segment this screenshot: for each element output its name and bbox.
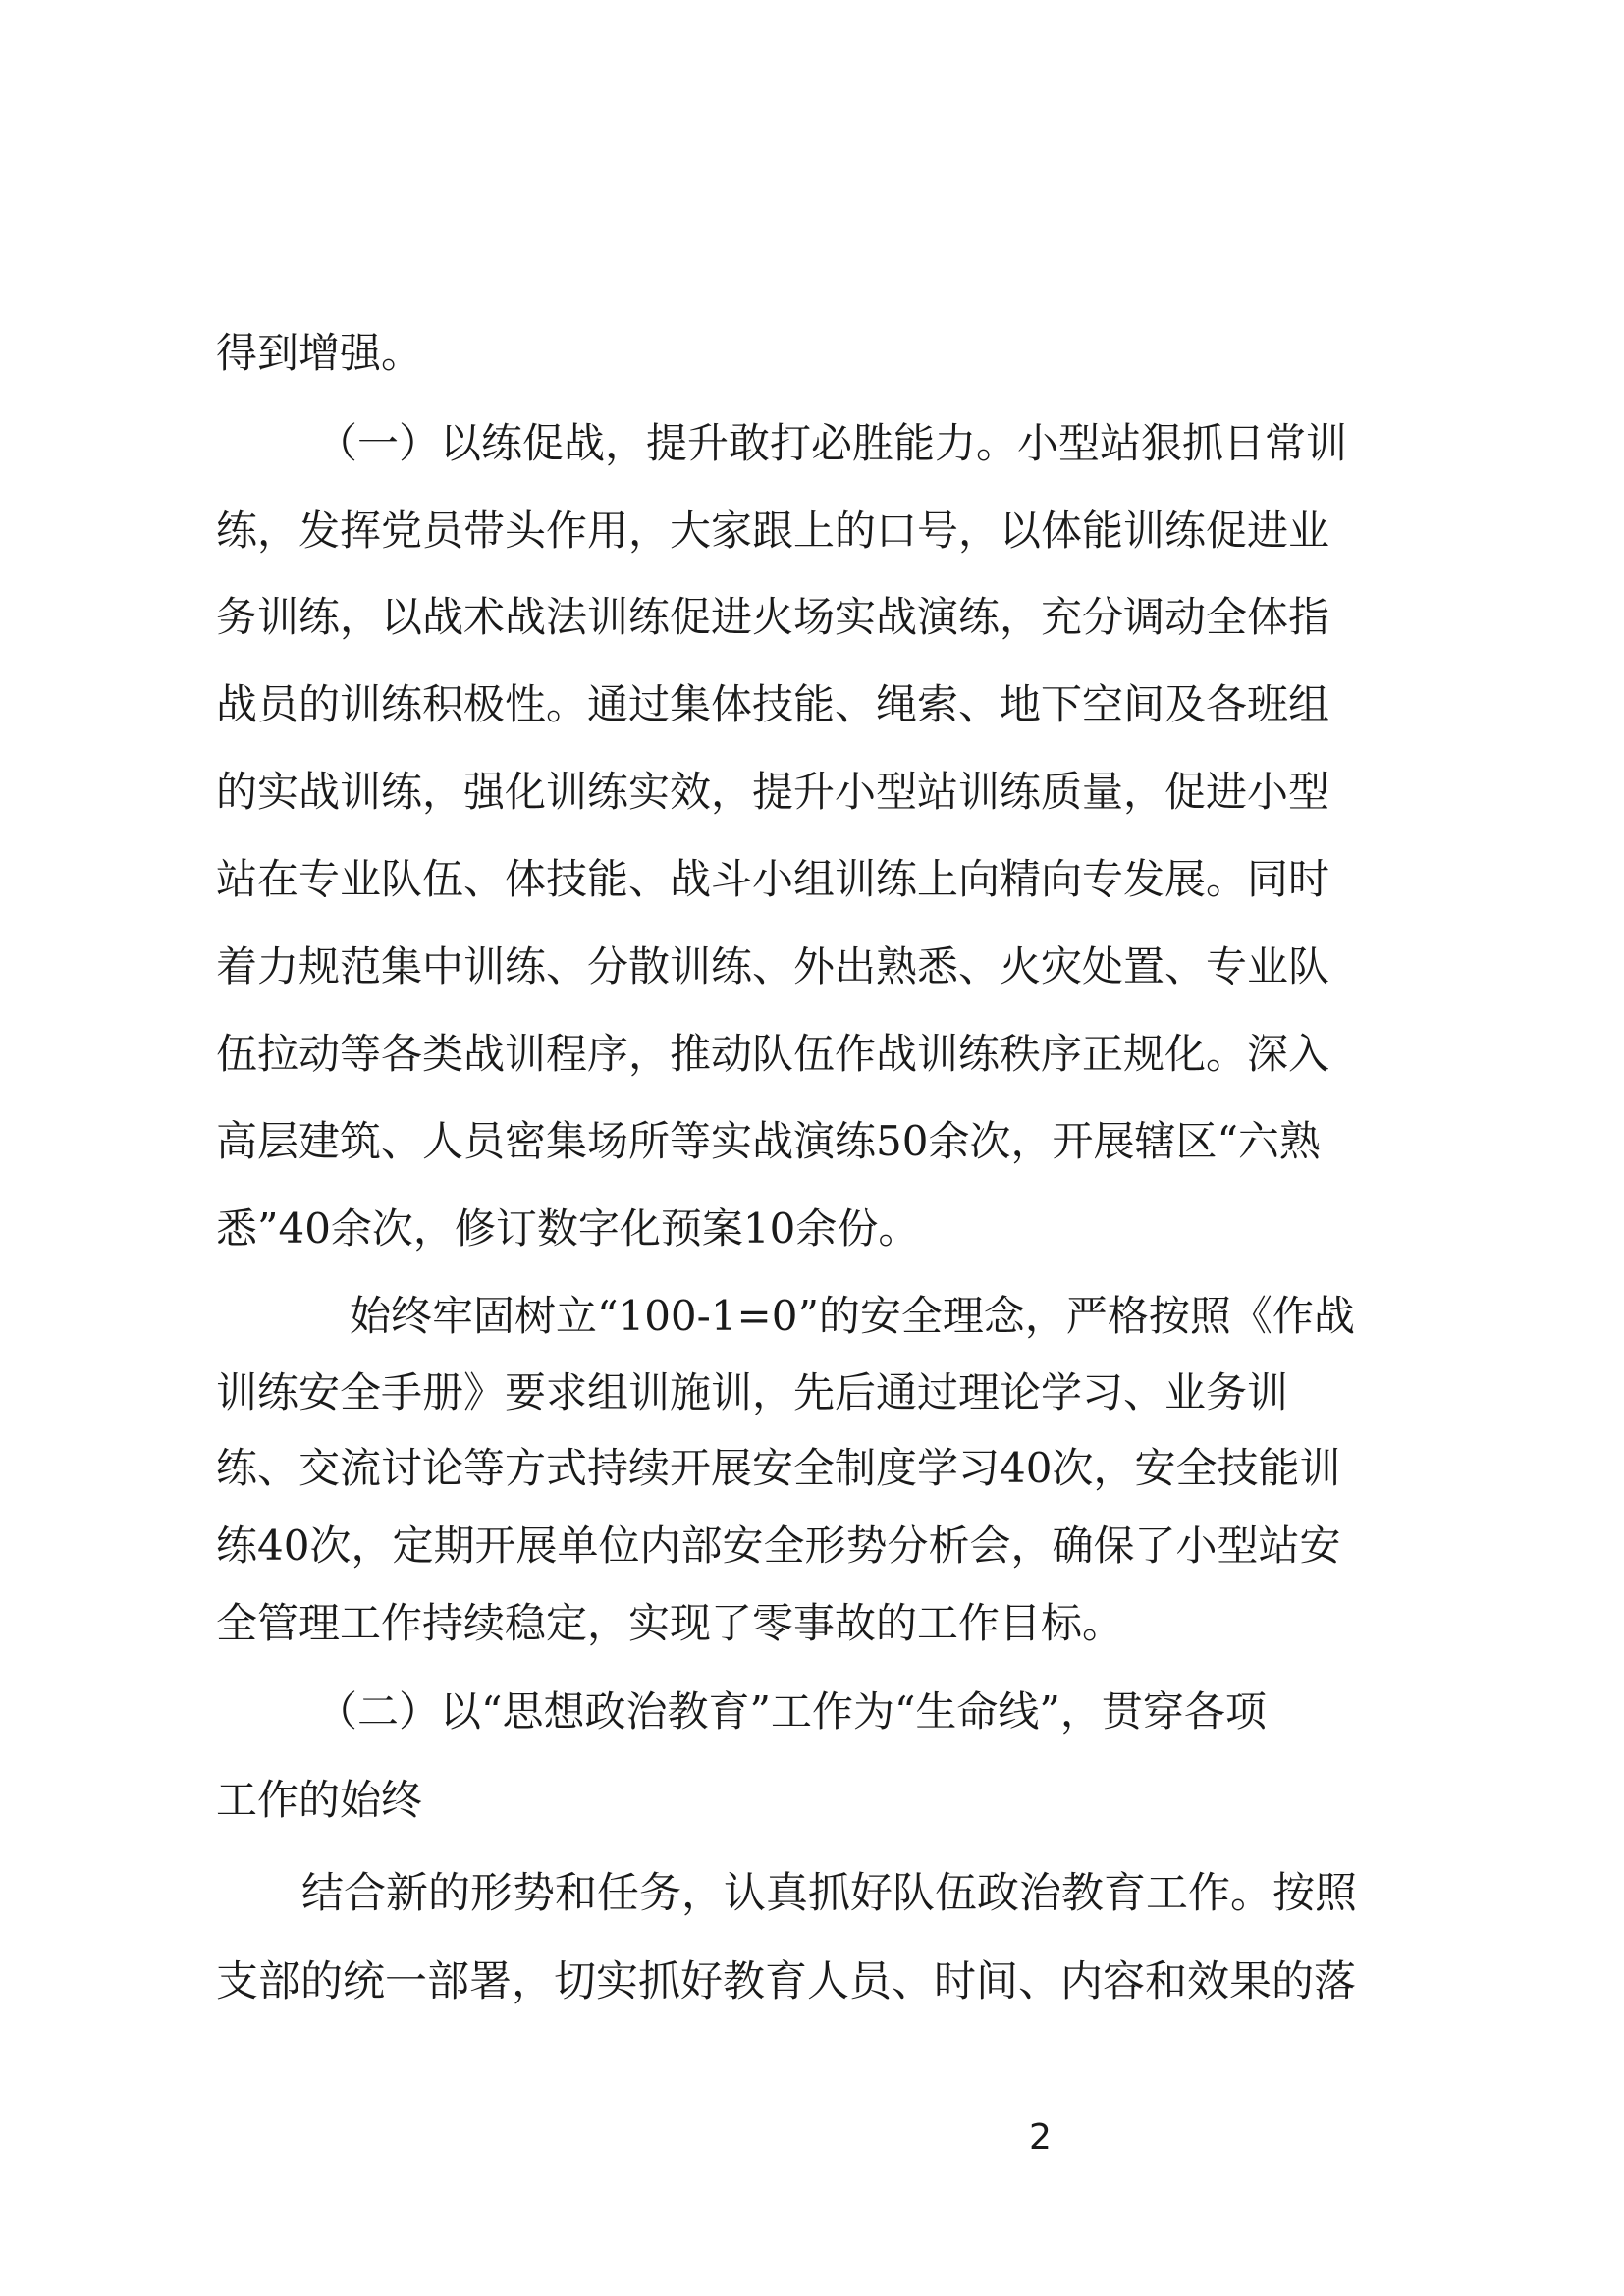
text-line: 练，发挥党员带头作用，大家跟上的口号，以体能训练促进业 <box>216 507 1330 555</box>
text-line: 得到增强。 <box>216 329 423 377</box>
text-line: 工作的始终 <box>216 1776 423 1824</box>
text-line: 悉”40余次，修订数字化预案10余份。 <box>216 1204 920 1253</box>
paragraph-start: 始终牢固树立“100-1=0”的安全理念，严格按照《作战 <box>350 1292 1355 1340</box>
text-line: 全管理工作持续稳定，实现了零事故的工作目标。 <box>216 1599 1124 1647</box>
section-heading-1: （一）以练促战，提升敢打必胜能力。小型站狠抓日常训 <box>316 419 1348 467</box>
text-line: 训练安全手册》要求组训施训，先后通过理论学习、业务训 <box>216 1368 1289 1416</box>
text-line: 着力规范集中训练、分散训练、外出熟悉、火灾处置、专业队 <box>216 942 1330 990</box>
text-line: 站在专业队伍、体技能、战斗小组训练上向精向专发展。同时 <box>216 855 1330 903</box>
text-line: 战员的训练积极性。通过集体技能、绳索、地下空间及各班组 <box>216 680 1330 728</box>
text-line: 练40次，定期开展单位内部安全形势分析会，确保了小型站安 <box>216 1522 1341 1570</box>
text-line: 伍拉动等各类战训程序，推动队伍作战训练秩序正规化。深入 <box>216 1030 1330 1078</box>
text-line: 的实战训练，强化训练实效，提升小型站训练质量，促进小型 <box>216 768 1330 816</box>
text-line: 高层建筑、人员密集场所等实战演练50余次，开展辖区“六熟 <box>216 1117 1321 1165</box>
page-number: 2 <box>1029 2117 1052 2158</box>
text-line: 练、交流讨论等方式持续开展安全制度学习40次，安全技能训 <box>216 1444 1341 1492</box>
text-line: 务训练，以战术战法训练促进火场实战演练，充分调动全体指 <box>216 593 1330 641</box>
section-heading-2: （二）以“思想政治教育”工作为“生命线”，贯穿各项 <box>316 1687 1267 1735</box>
paragraph-start: 结合新的形势和任务，认真抓好队伍政治教育工作。按照 <box>301 1869 1357 1918</box>
text-line: 支部的统一部署，切实抓好教育人员、时间、内容和效果的落 <box>216 1957 1356 2006</box>
